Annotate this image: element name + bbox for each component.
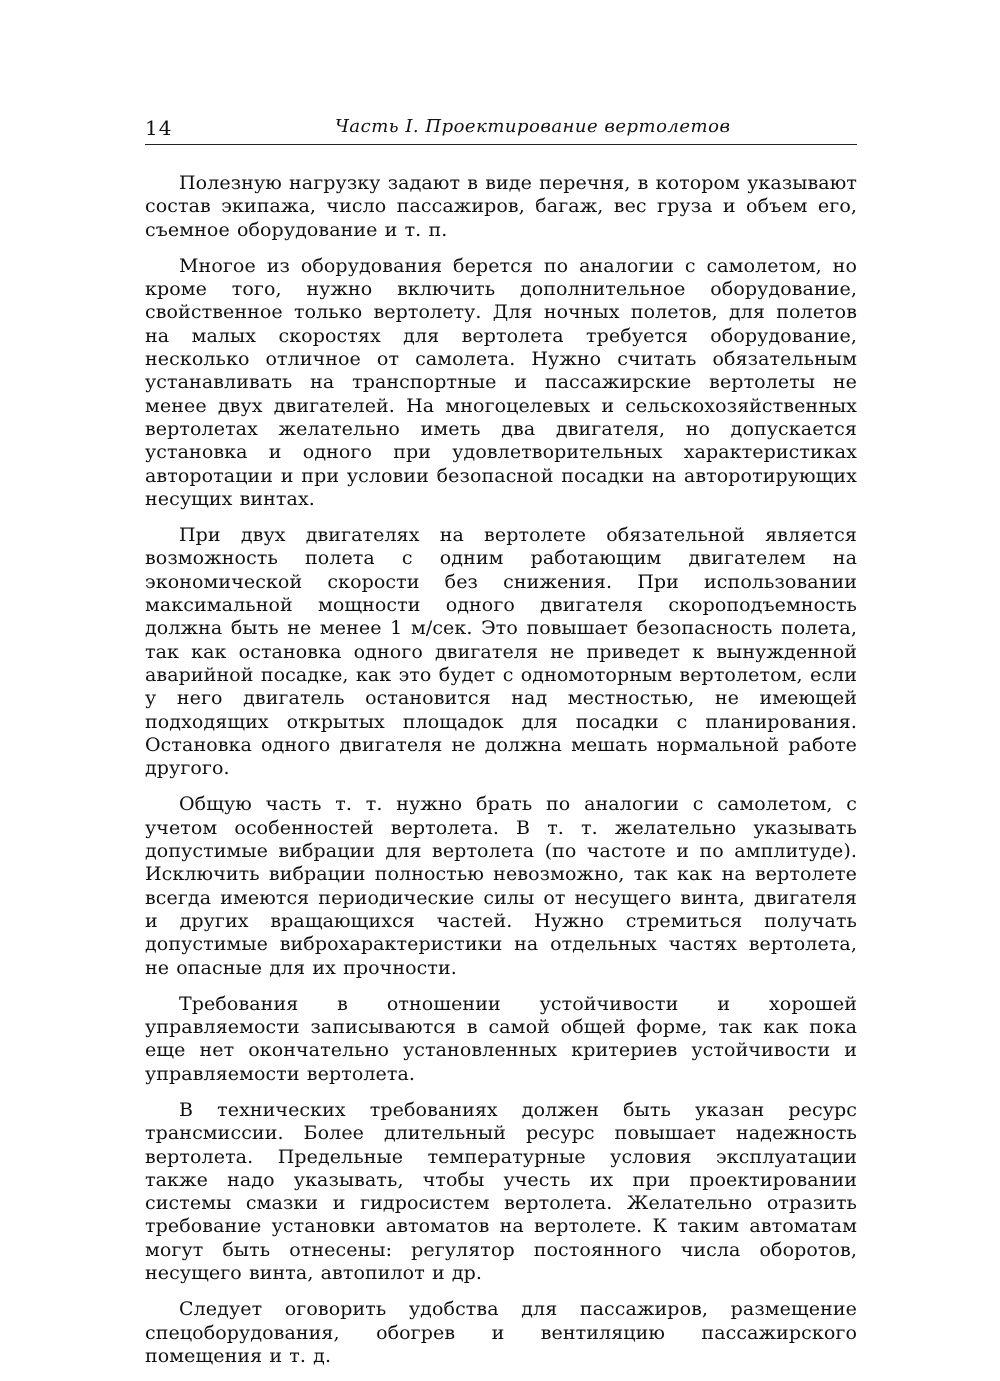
- page-number: 14: [145, 116, 173, 140]
- body-text: [145, 172, 857, 1368]
- paragraph-two-engines: При двух двигателях на вертолете обязательной является возможность полета с одним работающим двигателем на экономической скорости без снижения. При использовании максимальной мощности одного двигателя скороподъемность должна быть не менее 1 м/сек. Это повышает безопасность полета, так как остановка одного двигателя не приведет к вынужденной аварийной посадке, как это будет с одномоторным вертолетом, если у него двигатель остановится над местностью, не имеющей подходящих открытых площадок для посадки с планирования. Остановка одного двигателя не должна мешать нормальной работе другого.: [145, 524, 857, 780]
- paragraph-payload: Полезную нагрузку задают в виде перечня, в котором указывают состав экипажа, число пассажиров, багаж, вес груза и объем его, съемное оборудование и т. п.: [145, 172, 857, 241]
- paragraph-transmission: В технических требованиях должен быть указан ресурс трансмиссии. Более длительный ресурс повышает надежность вертолета. Предельные температурные условия эксплуатации также надо указывать, чтобы учесть их при проектировании системы смазки и гидросистем вертолета. Желательно отразить требование установки автоматов на вертолете. К таким автоматам могут быть отнесены: регулятор постоянного числа оборотов, несущего винта, автопилот и др.: [145, 1098, 857, 1285]
- paragraph-equipment: Многое из оборудования берется по аналогии с самолетом, но кроме того, нужно включить дополнительное оборудование, свойственное только вертолету. Для ночных полетов, для полетов на малых скоростях для вертолета требуется оборудование, несколько отличное от самолета. Нужно считать обязательным устанавливать на транспортные и пассажирские вертолеты не менее двух двигателей. На многоцелевых и сельскохозяйственных вертолетах желательно иметь два двигателя, но допускается установка и одного при удовлетворительных характеристиках авторотации и при условии безопасной посадки на авторотирующих несущих винтах.: [145, 254, 857, 510]
- paragraph-passenger-comfort: Следует оговорить удобства для пассажиров, размещение спецоборудования, обогрев и вентиляцию пассажирского помещения и т. д.: [145, 1298, 857, 1367]
- paragraph-stability: Требования в отношении устойчивости и хорошей управляемости записываются в самой общей форме, так как пока еще нет окончательно установленных критериев устойчивости и управляемости вертолета.: [145, 992, 857, 1085]
- book-page: [145, 108, 857, 1381]
- page-header: [145, 108, 857, 145]
- running-title: Часть I. Проектирование вертолетов: [335, 116, 731, 137]
- paragraph-vibrations: Общую часть т. т. нужно брать по аналогии с самолетом, с учетом особенностей вертолета. В т. т. желательно указывать допустимые вибрации для вертолета (по частоте и по амплитуде). Исключить вибрации полностью невозможно, так как на вертолете всегда имеются периодические силы от несущего винта, двигателя и других вращающихся частей. Нужно стремиться получать допустимые виброхарактеристики на отдельных частях вертолета, не опасные для их прочности.: [145, 793, 857, 979]
